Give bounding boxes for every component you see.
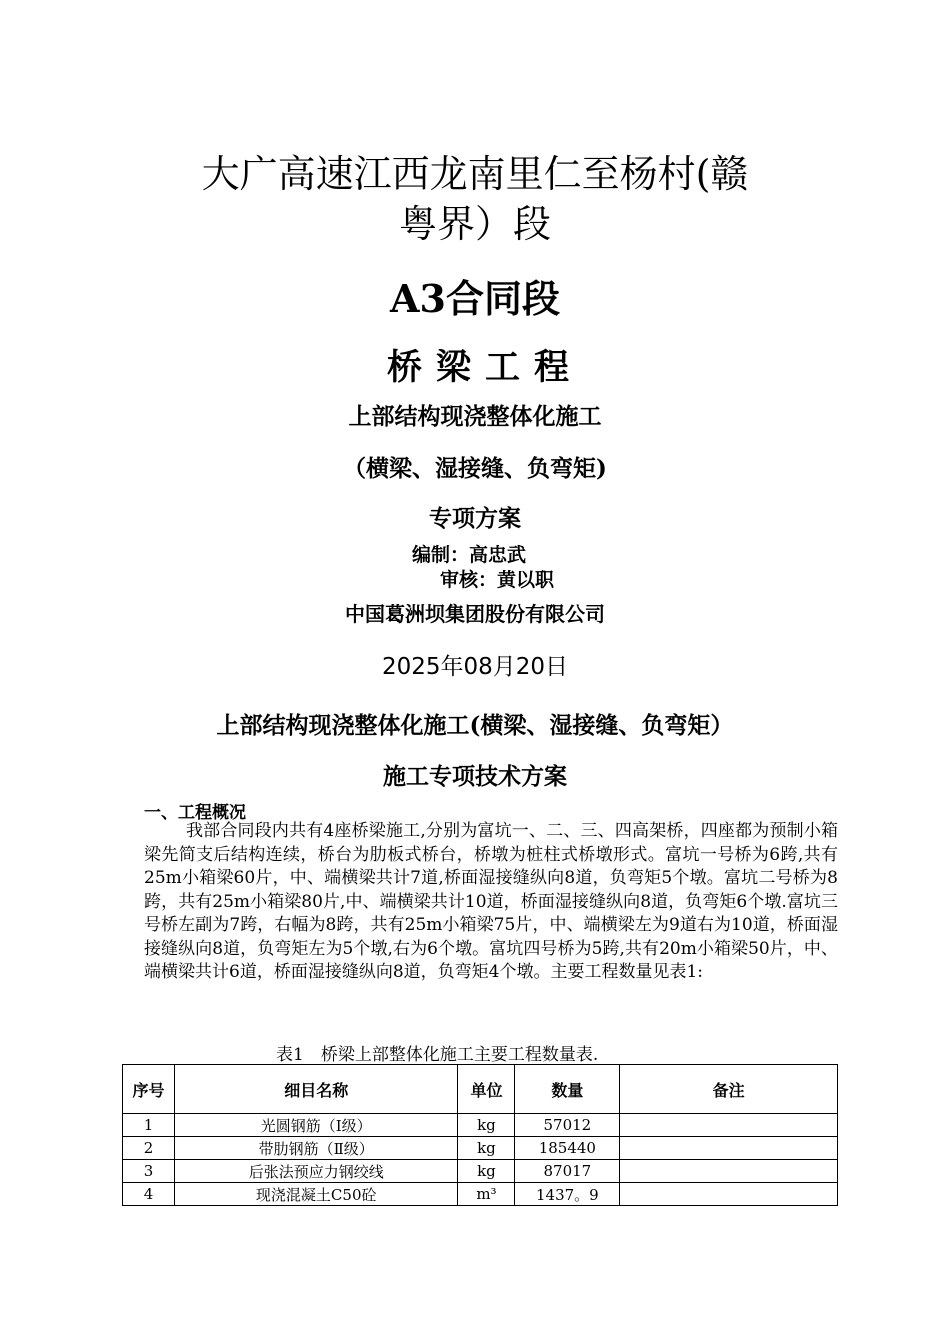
cell-unit: kg: [458, 1114, 515, 1137]
header-item: 细目名称: [174, 1065, 458, 1114]
table-caption: 表1 桥梁上部整体化施工主要工程数量表.: [276, 1045, 599, 1065]
cover-title-line2: 粤界）段: [398, 202, 551, 246]
cell-item: 带肋钢筋（Ⅱ级）: [174, 1137, 458, 1160]
cell-unit: kg: [458, 1160, 515, 1183]
header-index: 序号: [123, 1065, 175, 1114]
table-header-row: [123, 1065, 838, 1114]
cell-remark: [620, 1183, 838, 1206]
table-row: [123, 1137, 838, 1160]
cover-title-line1: 大广高速江西龙南里仁至杨村(赣: [201, 152, 749, 196]
cell-quantity: 185440: [515, 1137, 620, 1160]
cell-quantity: 87017: [515, 1160, 620, 1183]
cell-remark: [620, 1137, 838, 1160]
cell-item: 现浇混凝土C50砼: [174, 1183, 458, 1206]
section-title: 一、工程概况: [144, 803, 246, 823]
table-row: [123, 1160, 838, 1183]
cover-subtitle-1: 上部结构现浇整体化施工: [348, 403, 602, 430]
cell-quantity: 57012: [515, 1114, 620, 1137]
editor-line: 编制：高忠武: [412, 544, 527, 566]
company-name: 中国葛洲坝集团股份有限公司: [345, 602, 605, 626]
cover-date: 2025年08月20日: [381, 654, 569, 680]
section-body: 我部合同段内共有4座桥梁施工,分别为富坑一、二、三、四高架桥，四座都为预制小箱梁先简支后结构连续，桥台为肋板式桥台，桥墩为桩柱式桥墩形式。富坑一号桥为6跨,共有25m小箱梁60片，中、端横梁共计7道,桥面湿接缝纵向8道，负弯矩5个墩。富坑二号桥为8跨，共有25m小箱梁80片,中、端横梁共计10道，桥面湿接缝纵向8道，负弯矩6个墩.富坑三号桥左副为7跨，右幅为8跨，共有25m小箱梁75片，中、端横梁左为9道右为10道，桥面湿接缝纵向8道，负弯矩左为5个墩,右为6个墩。富坑四号桥为5跨,共有20m小箱梁50片，中、端横梁共计6道，桥面湿接缝纵向8道，负弯矩4个墩。主要工程数量见表1:: [144, 821, 838, 982]
cell-index: 1: [123, 1114, 175, 1137]
cell-index: 2: [123, 1137, 175, 1160]
doc-heading-1: 上部结构现浇整体化施工(横梁、湿接缝、负弯矩）: [216, 712, 734, 739]
doc-heading-2: 施工专项技术方案: [383, 763, 567, 790]
cell-quantity: 1437。9: [515, 1183, 620, 1206]
header-remark: 备注: [620, 1065, 838, 1114]
contract-title: A3合同段: [390, 276, 560, 321]
cell-item: 后张法预应力钢绞线: [174, 1160, 458, 1183]
header-quantity: 数量: [515, 1065, 620, 1114]
cell-remark: [620, 1114, 838, 1137]
project-title: 桥梁工程: [386, 347, 583, 388]
cover-subtitle-3: 专项方案: [429, 505, 521, 532]
header-unit: 单位: [458, 1065, 515, 1114]
reviewer-line: 审核：黄以职: [440, 569, 555, 591]
cell-unit: kg: [458, 1137, 515, 1160]
cell-index: 3: [123, 1160, 175, 1183]
cell-remark: [620, 1160, 838, 1183]
cell-index: 4: [123, 1183, 175, 1206]
cover-subtitle-2: （横梁、湿接缝、负弯矩): [343, 455, 607, 482]
cell-item: 光圆钢筋（Ⅰ级）: [174, 1114, 458, 1137]
table-row: [123, 1114, 838, 1137]
table-row: [123, 1183, 838, 1206]
quantity-table: [122, 1064, 838, 1206]
cell-unit: m³: [458, 1183, 515, 1206]
